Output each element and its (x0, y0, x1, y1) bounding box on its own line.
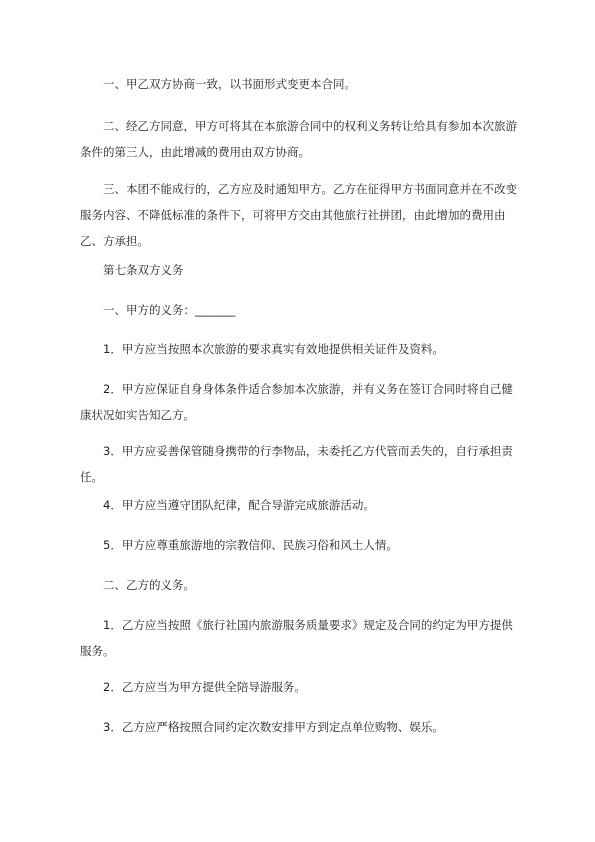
section-heading-article-seven: 第七条双方义务 (103, 263, 184, 277)
paragraph-party-a-item-5: 5．甲方应尊重旅游地的宗教信仰、民族习俗和风土人情。 (103, 538, 398, 552)
paragraph-party-a-item-4: 4．甲方应当遵守团队纪律，配合导游完成旅游活动。 (103, 498, 375, 512)
subheading-party-a-obligations: 一、甲方的义务：_______ (103, 303, 236, 317)
paragraph-party-a-item-3: 3．甲方应妥善保管随身携带的行李物品，未委托乙方代管而丢失的，自行承担责任。 (80, 444, 513, 484)
paragraph-party-a-item-1: 1．甲方应当按照本次旅游的要求真实有效地提供相关证件及资料。 (103, 342, 444, 356)
paragraph-rights-transfer: 二、经乙方同意，甲方可将其在本旅游合同中的权利义务转让给具有参加本次旅游条件的第三人，由此增减的费用由双方协商。 (80, 119, 517, 159)
paragraph-party-b-item-1: 1．乙方应当按照《旅行社国内旅游服务质量要求》规定及合同的约定为甲方提供服务。 (80, 618, 513, 658)
paragraph-party-b-item-2: 2．乙方应当为甲方提供全陪导游服务。 (103, 680, 306, 694)
subheading-party-b-obligations: 二、乙方的义务。 (103, 578, 195, 592)
paragraph-party-a-item-2: 2．甲方应保证自身身体条件适合参加本次旅游，并有义务在签订合同时将自己健康状况如实告知乙方。 (80, 382, 513, 422)
paragraph-tour-cancellation: 三、本团不能成行的，乙方应及时通知甲方。乙方在征得甲方书面同意并在不改变服务内容、不降低标准的条件下，可将甲方交由其他旅行社拼团，由此增加的费用由乙、方承担。 (80, 182, 517, 248)
paragraph-party-b-item-3: 3．乙方应严格按照合同约定次数安排甲方到定点单位购物、娱乐。 (103, 720, 444, 734)
paragraph-contract-change: 一、甲乙双方协商一致，以书面形式变更本合同。 (103, 77, 356, 91)
